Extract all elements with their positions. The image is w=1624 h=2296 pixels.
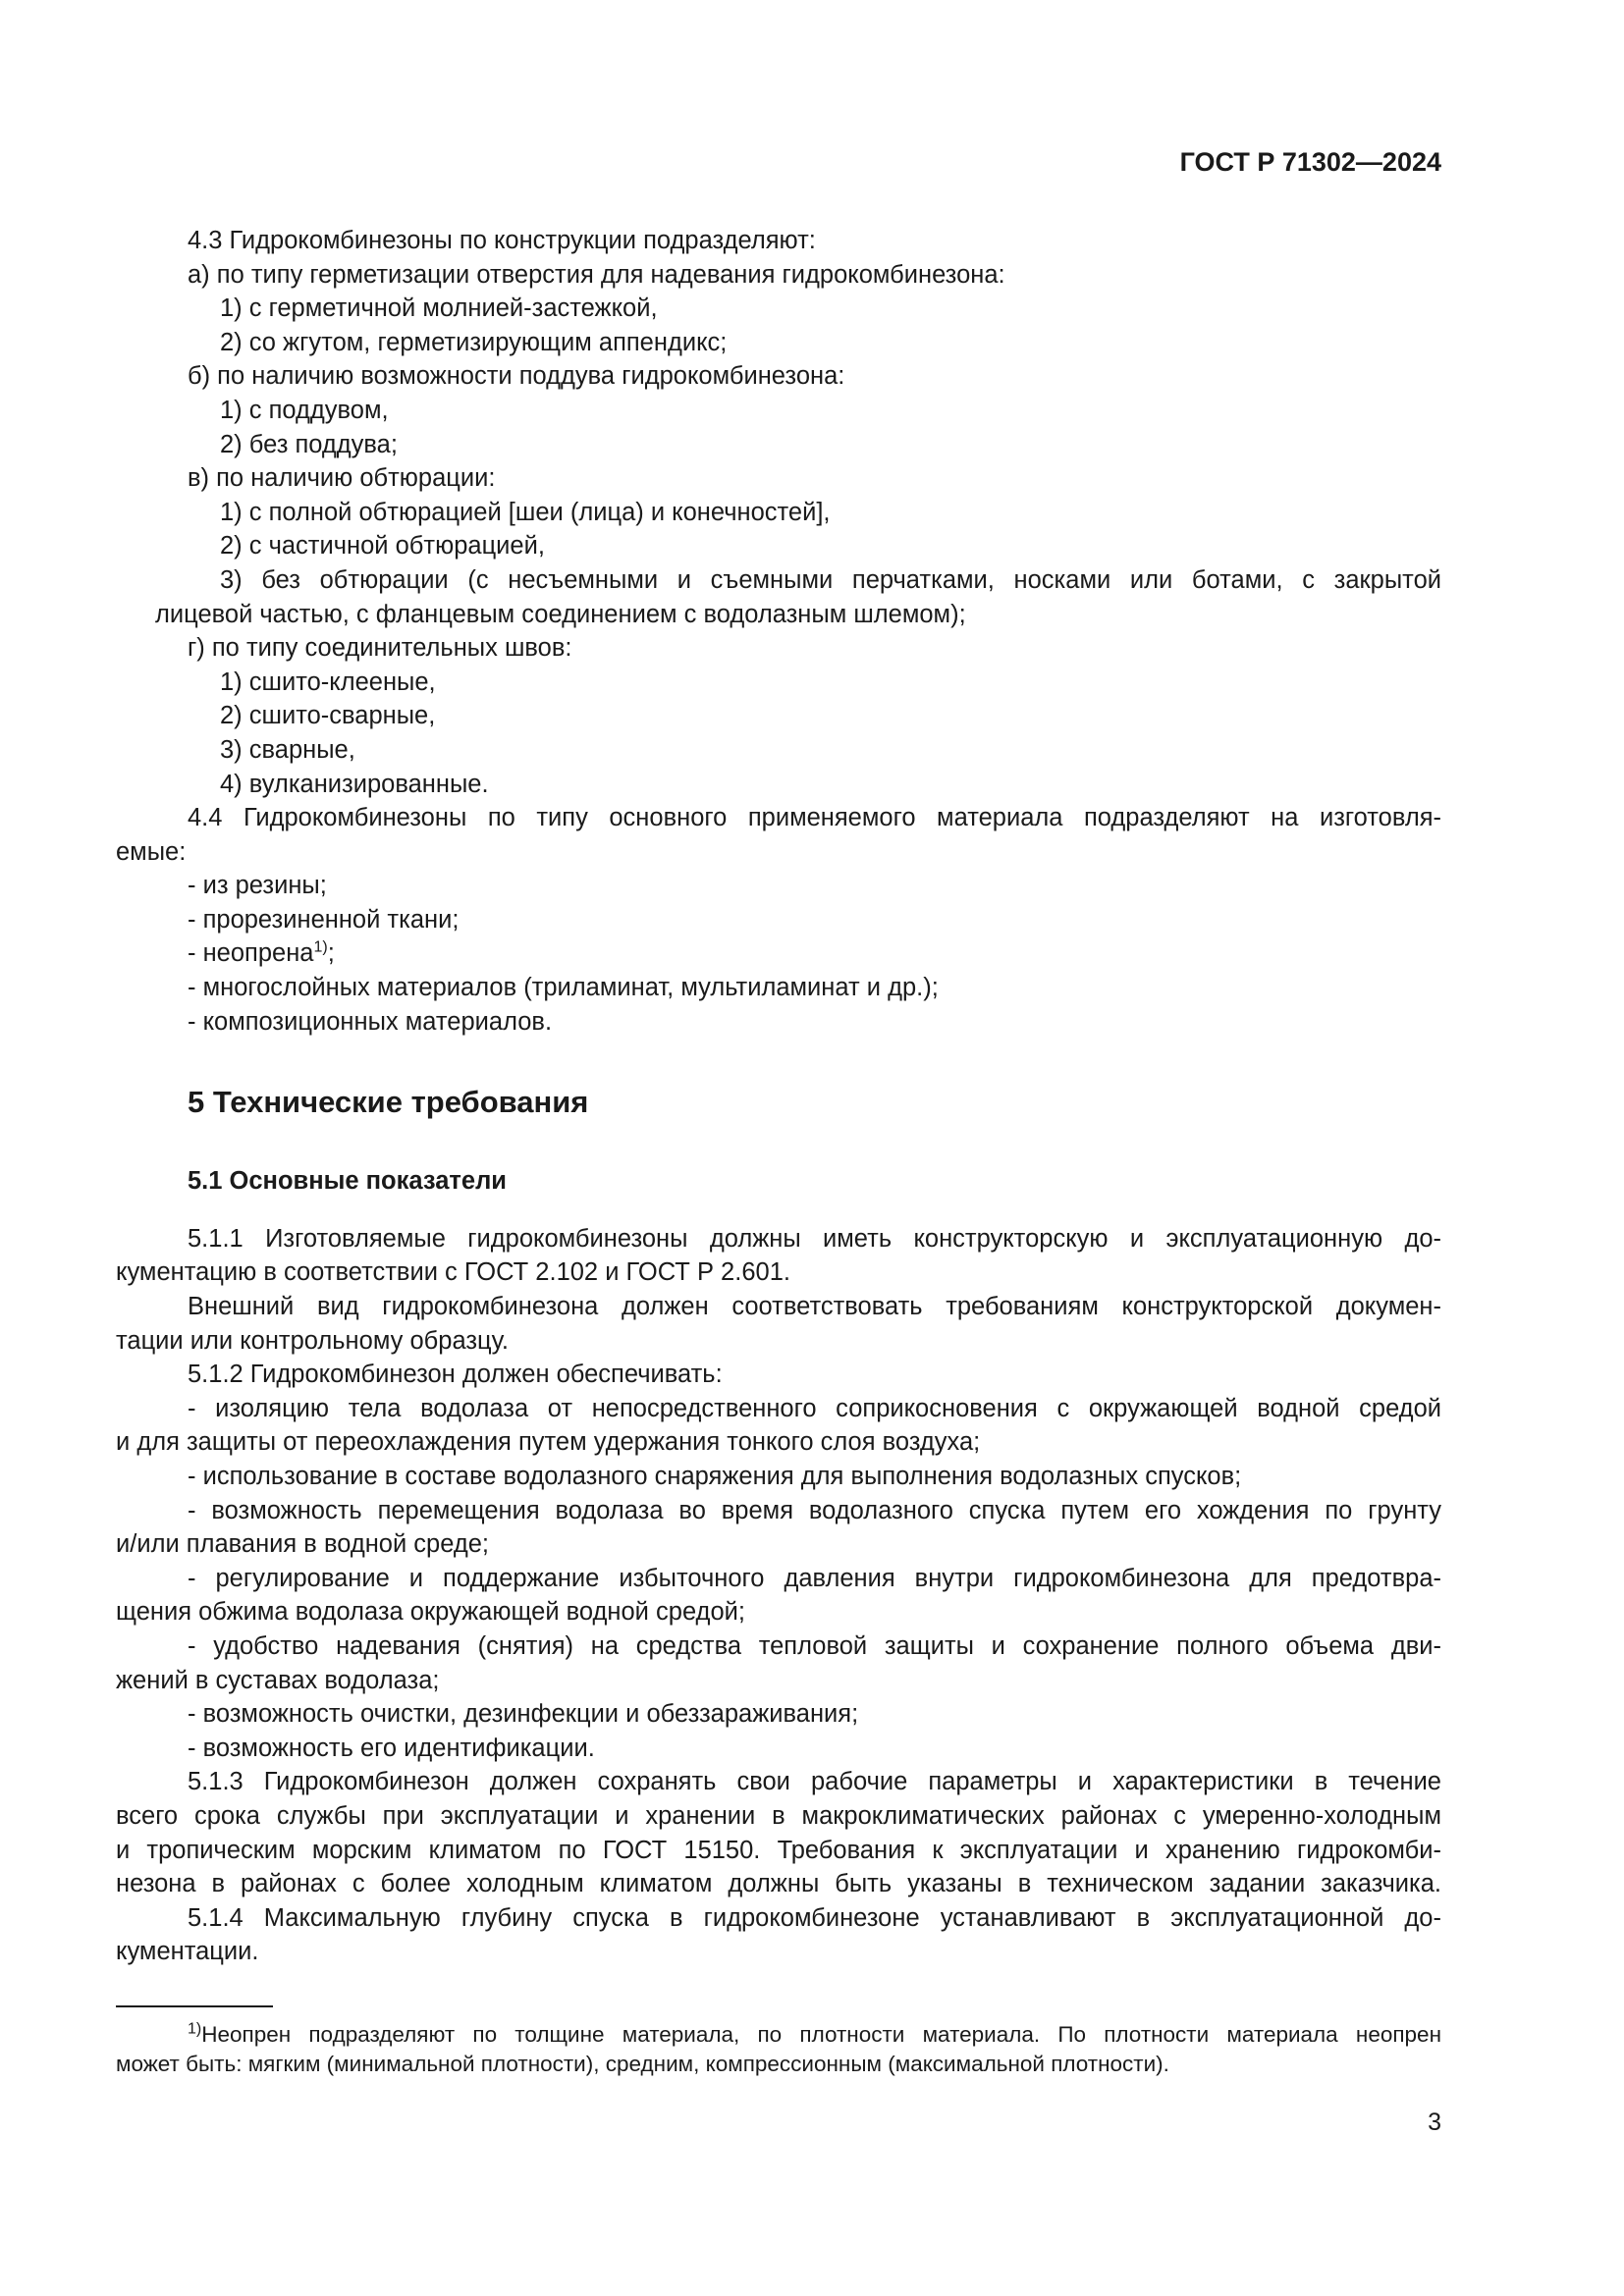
document-code-header: ГОСТ Р 71302—2024: [1179, 147, 1441, 177]
material-item-1: - из резины;: [188, 872, 327, 900]
list-item-g: г) по типу соединительных швов:: [188, 634, 572, 663]
footnote: [116, 2020, 1441, 2079]
clause-5-1-1-line1: 5.1.1 Изготовляемые гидрокомбинезоны должны иметь конструкторскую и эксплуатационную до-: [188, 1224, 1441, 1253]
clause-4-4-line2: емые:: [116, 837, 187, 866]
material-item-5: - композиционных материалов.: [188, 1007, 553, 1036]
list-item-v3-line2: лицевой частью, с фланцевым соединением с водолазным шлемом);: [155, 600, 966, 628]
list-item-v: в) по наличию обтюрации:: [188, 464, 496, 493]
list-item-g1: 1) сшито-клееные,: [220, 667, 436, 696]
list-item-b1: 1) с поддувом,: [220, 396, 389, 424]
requirement-4-line1: - регулирование и поддержание избыточного давления внутри гидрокомбинезона для предотвра-: [188, 1564, 1441, 1592]
material-item-3: [116, 936, 1441, 971]
requirement-2: - использование в составе водолазного снаряжения для выполнения водолазных спусков;: [188, 1463, 1242, 1490]
clause-5-1-1b-line2: тации или контрольному образцу.: [116, 1326, 509, 1355]
clause-5-1-2: 5.1.2 Гидрокомбинезон должен обеспечивать:: [188, 1361, 723, 1389]
material-item-3-end: ;: [327, 939, 335, 968]
footnote-line2: может быть: мягким (минимальной плотности), средним, компрессионным (максимальной плотности).: [116, 2052, 1169, 2076]
clause-5-1-4-line1: 5.1.4 Максимальную глубину спуска в гидрокомбинезоне устанавливают в эксплуатационной до-: [188, 1903, 1441, 1932]
clause-5-1-3-line2: всего срока службы при эксплуатации и хранении в макроклиматических районах с умеренно-холодным: [116, 1801, 1441, 1830]
requirement-4-line2: щения обжима водолаза окружающей водной средой;: [116, 1598, 745, 1627]
list-item-a2: 2) со жгутом, герметизирующим аппендикс;: [220, 328, 728, 356]
clause-5-1-4-line2: кументации.: [116, 1938, 259, 1966]
footnote-line1-text: Неопрен подразделяют по толщине материала, по плотности материала. По плотности материала неопрен: [201, 2022, 1441, 2047]
requirement-1-line2: и для защиты от переохлаждения путем удержания тонкого слоя воздуха;: [116, 1428, 981, 1457]
section-5-heading: 5 Технические требования: [188, 1085, 589, 1120]
clause-5-1-3-line4: незона в районах с более холодным климатом должны быть указаны в техническом задании заказчика.: [116, 1870, 1441, 1898]
subsection-5-1-heading: 5.1 Основные показатели: [188, 1167, 507, 1196]
material-item-4: - многослойных материалов (триламинат, мультиламинат и др.);: [188, 974, 939, 1002]
requirement-7: - возможность его идентификации.: [188, 1734, 595, 1762]
footnote-line1: [116, 2020, 1441, 2050]
list-item-v1: 1) с полной обтюрацией [шеи (лица) и конечностей],: [220, 498, 831, 526]
requirement-3-line2: и/или плавания в водной среде;: [116, 1530, 489, 1559]
clause-5-1-3-line1: 5.1.3 Гидрокомбинезон должен сохранять свои рабочие параметры и характеристики в течение: [188, 1768, 1441, 1796]
requirement-3-line1: - возможность перемещения водолаза во время водолазного спуска путем его хождения по грунту: [188, 1496, 1441, 1524]
footnote-reference-mark: 1): [313, 938, 328, 956]
clause-4-4-line1: 4.4 Гидрокомбинезоны по типу основного применяемого материала подразделяют на изготовля-: [188, 804, 1441, 832]
list-item-v3-line1: 3) без обтюрации (с несъемными и съемными перчатками, носками или ботами, с закрытой: [220, 565, 1441, 594]
page-content: [116, 224, 1441, 1969]
requirement-5-line2: жений в суставах водолаза;: [116, 1666, 440, 1694]
material-item-3-text: - неопрена: [188, 939, 314, 968]
clause-5-1-3-line3: и тропическим морским климатом по ГОСТ 15150. Требования к эксплуатации и хранению гидрокомби-: [116, 1836, 1441, 1864]
material-item-2: - прорезиненной ткани;: [188, 905, 460, 934]
page-number: 3: [1428, 2109, 1441, 2136]
list-item-b2: 2) без поддува;: [220, 430, 398, 458]
list-item-a: а) по типу герметизации отверстия для надевания гидрокомбинезона:: [188, 260, 1005, 289]
requirement-6: - возможность очистки, дезинфекции и обеззараживания;: [188, 1700, 859, 1729]
requirement-1-line1: - изоляцию тела водолаза от непосредственного соприкосновения с окружающей водной средой: [188, 1394, 1441, 1422]
requirement-5-line1: - удобство надевания (снятия) на средства тепловой защиты и сохранение полного объема дви-: [188, 1631, 1441, 1660]
footnote-separator: [116, 2005, 273, 2007]
clause-5-1-1-line2: кументацию в соответствии с ГОСТ 2.102 и ГОСТ Р 2.601.: [116, 1258, 790, 1287]
list-item-g3: 3) сварные,: [220, 735, 355, 764]
list-item-g4: 4) вулканизированные.: [220, 770, 489, 798]
list-item-g2: 2) сшито-сварные,: [220, 702, 436, 730]
clause-4-3-intro: 4.3 Гидрокомбинезоны по конструкции подразделяют:: [188, 227, 816, 254]
list-item-b: б) по наличию возможности поддува гидрокомбинезона:: [188, 362, 845, 391]
clause-5-1-1b-line1: Внешний вид гидрокомбинезона должен соответствовать требованиям конструкторской докумен-: [188, 1293, 1441, 1321]
list-item-a1: 1) с герметичной молнией-застежкой,: [220, 294, 658, 323]
list-item-v2: 2) с частичной обтюрацией,: [220, 532, 545, 561]
footnote-mark: 1): [188, 2020, 202, 2038]
